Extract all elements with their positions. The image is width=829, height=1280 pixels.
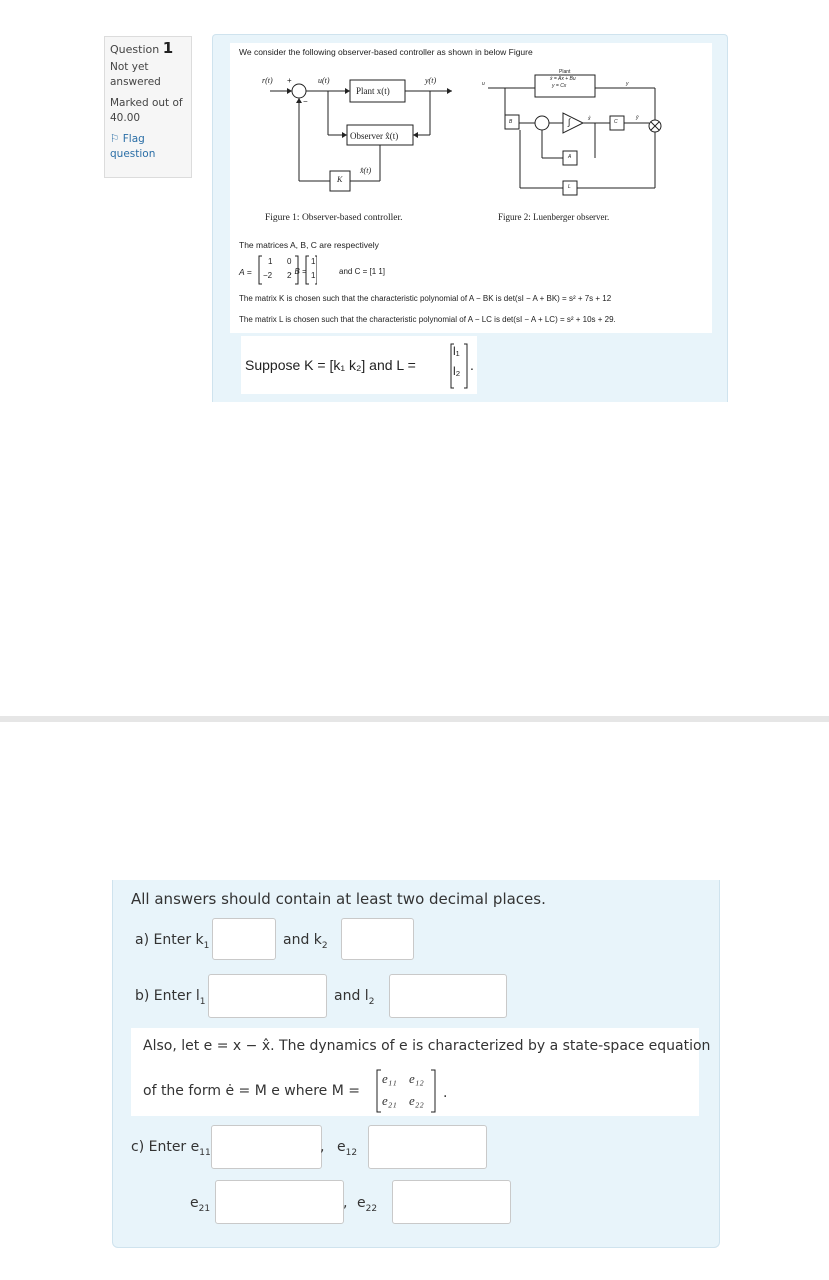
e22-label: $e_{22}$ bbox=[357, 1195, 378, 1214]
k-block: K bbox=[337, 175, 343, 184]
flag-icon: ⚐ bbox=[110, 133, 120, 145]
k-polynomial-line: The matrix K is chosen such that the characteristic polynomial of A − BK is det(sI − A + BK) = s² + 7s + 12 bbox=[239, 294, 612, 303]
k2-input[interactable] bbox=[341, 918, 414, 960]
figure-1-diagram bbox=[230, 63, 470, 223]
answers-instruction: All answers should contain at least two decimal places. bbox=[131, 890, 546, 908]
question-figure-image: We consider the following observer-based controller as shown in below Figure r(t) + − u(t) y(t) Plant x(t) Observer x̂(t) K x̂(t) Figure 1: Observer-based controller. Plant ẋ = Ax + Bu y = Cx u y B ∫ x̂ C ŷ A L Figure 2: Luenberger observer. The matrices A, B, C are respectively A = 1 0 −2 2 , B = 1 1 and C = [1 1] The matrix K is chosen such that the characteristic polynomial of A − BK is det(sI − A + BK) = s² + 7s + 12 The matrix L is chosen such that the characteristic polynomial of A − LC is det(sI − A + LC) = s² + 10s + 29. bbox=[230, 43, 712, 333]
figure-1-caption: Figure 1: Observer-based controller. bbox=[265, 213, 403, 223]
question-info-panel bbox=[104, 36, 192, 178]
matrices-line: The matrices A, B, C are respectively bbox=[239, 240, 379, 250]
k1-input[interactable] bbox=[212, 918, 276, 960]
error-dynamics-image: Also, let e = x − x̂. The dynamics of e is characterized by a state-space equation of the form ė = M e where M = e₁₁ e₁₂ e₂₁ e₂₂ . bbox=[131, 1028, 699, 1116]
e12-label: $e_{12}$ bbox=[337, 1139, 358, 1158]
e21-input[interactable] bbox=[215, 1180, 344, 1224]
page-divider bbox=[0, 716, 829, 722]
also-line: Also, let e = x − x̂. The dynamics of e is characterized by a state-space equation bbox=[143, 1038, 711, 1054]
k1-label: a) Enter $k_1$ bbox=[135, 932, 210, 951]
e12-input[interactable] bbox=[368, 1125, 487, 1169]
plant-block: Plant x(t) bbox=[356, 86, 390, 96]
form-line: of the form ė = M e where M = bbox=[143, 1083, 361, 1099]
figure-2-caption: Figure 2: Luenberger observer. bbox=[498, 212, 610, 222]
l2-input[interactable] bbox=[389, 974, 507, 1018]
figure-2-diagram bbox=[480, 63, 710, 203]
e22-input[interactable] bbox=[392, 1180, 511, 1224]
l2-label: and $l_2$ bbox=[334, 988, 375, 1007]
question-status: Not yet answered bbox=[110, 61, 161, 88]
flag-question-link[interactable]: ⚐ Flag question bbox=[110, 133, 156, 160]
e21-label: $e_{21}$ bbox=[190, 1195, 211, 1214]
marked-label: Marked out of bbox=[110, 97, 183, 109]
suppose-k-l-image: Suppose K = [k₁ k₂] and L = l₁ l₂ . bbox=[241, 336, 477, 394]
question-number: Question 1 bbox=[110, 39, 174, 57]
l1-input[interactable] bbox=[208, 974, 327, 1018]
e11-label: c) Enter $e_{11}$ bbox=[131, 1139, 211, 1158]
l-polynomial-line: The matrix L is chosen such that the characteristic polynomial of A − LC is det(sI − A + LC) = s² + 10s + 29. bbox=[239, 315, 616, 324]
k2-label: and $k_2$ bbox=[283, 932, 328, 951]
intro-text: We consider the following observer-based controller as shown in below Figure bbox=[239, 47, 533, 57]
l1-label: b) Enter $l_1$ bbox=[135, 988, 206, 1007]
observer-block: Observer x̂(t) bbox=[350, 131, 399, 141]
e11-input[interactable] bbox=[211, 1125, 322, 1169]
question-marks: 40.00 bbox=[110, 112, 141, 124]
